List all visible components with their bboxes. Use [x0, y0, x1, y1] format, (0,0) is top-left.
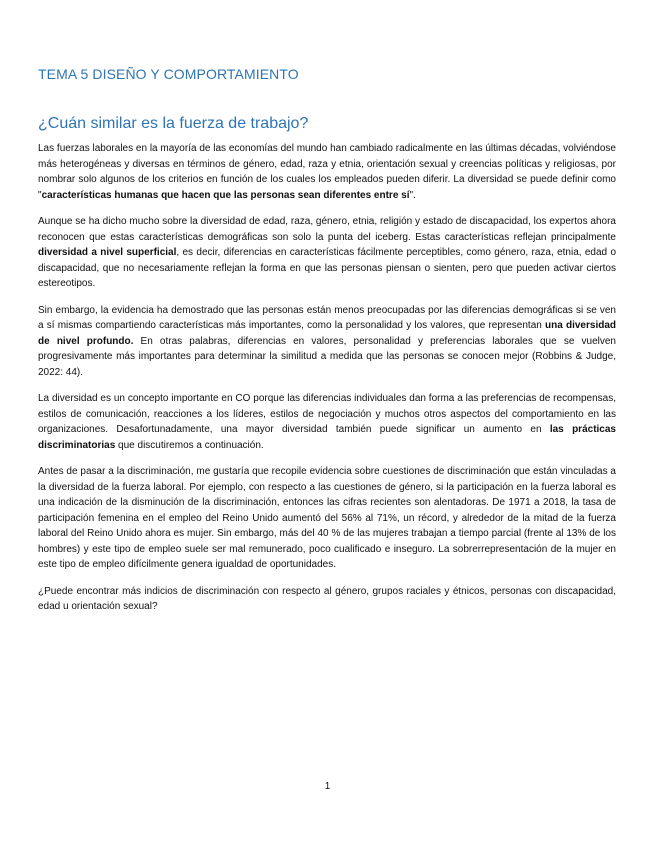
paragraph-text: , es decir, diferencias en características fácilmente perceptibles, como género, raza, etnia, edad o discapacidad, que no necesariamente reflejan la forma en que las personas piensan o sienten, pero que pueden activar ciertos estereotipos.: [38, 247, 617, 289]
paragraph-text: Las fuerzas laborales en la mayoría de las economías del mundo han cambiado radicalmente en las últimas décadas, volviéndose más heterogéneas y diversas en términos de género, edad, raza y etnia, orientación sexual y creencias políticas y religiosas, por nombrar solo algunos de los criterios en función de los cuales los empleados pueden diferir. La diversidad se puede definir como ": [38, 143, 616, 201]
bold-definition: características humanas que hacen que las personas sean diferentes entre sí: [41, 189, 410, 201]
document-title: TEMA 5 DISEÑO Y COMPORTAMIENTO: [38, 66, 299, 82]
paragraph-text: Aunque se ha dicho mucho sobre la diversidad de edad, raza, género, etnia, religión y estado de discapacidad, los expertos ahora reconocen que estas características demográficas son solo la punta del iceberg. Estas características reflejan principalmente: [38, 216, 616, 243]
paragraph-deep-diversity: [38, 303, 616, 381]
body-text: [38, 141, 616, 626]
paragraph-text: Sin embargo, la evidencia ha demostrado que las personas están menos preocupadas por las diferencias demográficas si se ven a sí mismas compartiendo características más importantes, como la personalidad y los valores, que representan: [38, 304, 616, 331]
paragraph-surface-diversity: [38, 214, 616, 292]
bold-term-deep-diversity: una diversidad de nivel profundo.: [38, 320, 617, 347]
paragraph-question: ¿Puede encontrar más indicios de discriminación con respecto al género, grupos raciales y étnicos, personas con discapacidad, edad u orientación sexual?: [38, 585, 616, 612]
bold-term-surface-diversity: diversidad a nivel superficial: [38, 247, 177, 258]
paragraph-diversity-importance: [38, 391, 616, 453]
paragraph-text: La diversidad es un concepto importante en CO porque las diferencias individuales dan forma a las preferencias de recompensas, estilos de comunicación, reacciones a los líderes, estilos de negociación y muchos otros aspectos del comportamiento en las organizaciones. Desafortunadamente, una mayor diversidad también puede significar un aumento en: [38, 393, 616, 435]
paragraph-text: que discutiremos a continuación.: [115, 439, 264, 451]
paragraph-text: ".: [409, 189, 416, 201]
bold-term-discrimination: las prácticas discriminatorias: [38, 424, 616, 451]
paragraph-text: En otras palabras, diferencias en valores, personalidad y preferencias laborales que se vuelven progresivamente más importantes para determinar la similitud a medida que las personas se conocen mejor (Robbins & Judge, 2022: 44).: [38, 335, 616, 378]
paragraph-discrimination-evidence: Antes de pasar a la discriminación, me gustaría que recopile evidencia sobre cuestiones de discriminación que están vinculadas a la diversidad de la fuerza laboral. Por ejemplo, con respecto a las cuestiones de género, si la participación en la fuerza laboral es una indicación de la disminución de la discriminación, entonces las cifras recientes son alentadoras. De 1971 a 2018, la tasa de participación femenina en el empleo del Reino Unido aumentó del 56% al 71%, un récord, y alrededor de la mitad de la fuerza laboral del Reino Unido ahora es mujer. Sin embargo, más del 40 % de las mujeres trabajan a tiempo parcial (frente al 13% de los hombres) y este tipo de empleo suele ser mal remunerado, poco cualificado e inseguro. La sobrerrepresentación de la mujer en este tipo de empleo difícilmente genera igualdad de oportunidades.: [38, 466, 616, 570]
paragraph-diversity-definition: [38, 141, 616, 203]
page-number: 1: [324, 781, 331, 792]
section-heading: ¿Cuán similar es la fuerza de trabajo?: [38, 115, 309, 132]
